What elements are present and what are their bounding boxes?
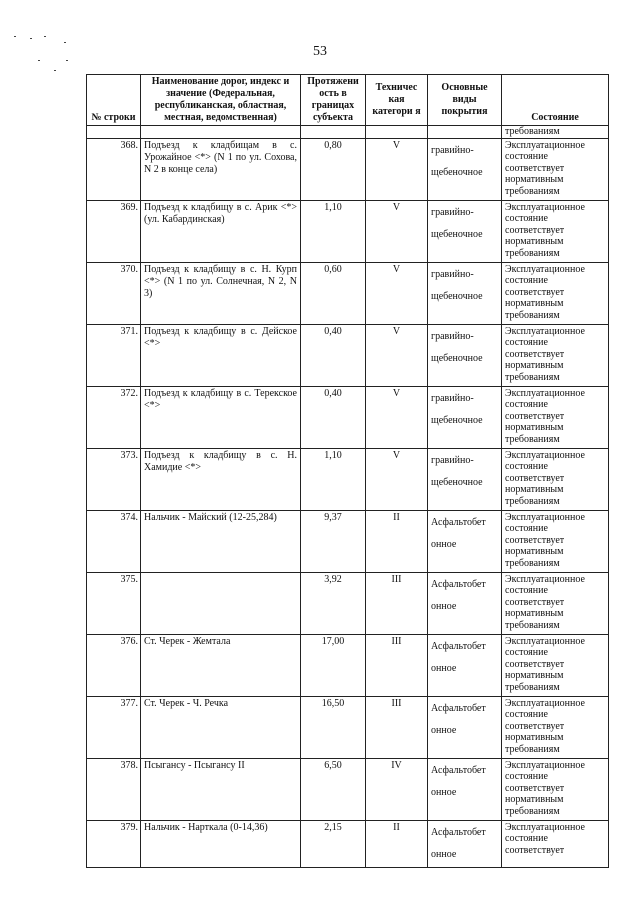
road-category: V xyxy=(366,448,428,510)
row-number: 368. xyxy=(87,138,141,200)
road-state: Эксплуатационное состояние соответствует нормативным требованиям xyxy=(502,324,609,386)
table-row xyxy=(87,820,609,867)
road-name: Подъезд к кладбищу в с. Н. Курп <*> (N 1 по ул. Солнечная, N 2, N 3) xyxy=(141,262,301,324)
header-row-number: № строки xyxy=(87,75,141,126)
road-category: V xyxy=(366,324,428,386)
road-category: V xyxy=(366,200,428,262)
road-length: 2,15 xyxy=(301,820,366,867)
road-length: 0,40 xyxy=(301,324,366,386)
header-road-name: Наименование дорог, индекс и значение (Федеральная, республиканская, областная, местная, ведомственная) xyxy=(141,75,301,126)
road-coverage: гравийно-щебеночное xyxy=(428,200,502,262)
road-length: 17,00 xyxy=(301,634,366,696)
table-row xyxy=(87,200,609,262)
road-length: 0,80 xyxy=(301,138,366,200)
road-coverage: Асфальтобет онное xyxy=(428,820,502,867)
road-state: Эксплуатационное состояние соответствует нормативным требованиям xyxy=(502,262,609,324)
continuation-row xyxy=(87,126,609,139)
road-coverage: Асфальтобет онное xyxy=(428,696,502,758)
road-name: Нальчик - Нарткала (0-14,36) xyxy=(141,820,301,867)
road-coverage: гравийно-щебеночное xyxy=(428,262,502,324)
road-coverage: гравийно-щебеночное xyxy=(428,386,502,448)
road-length: 9,37 xyxy=(301,510,366,572)
row-number: 377. xyxy=(87,696,141,758)
header-coverage: Основные виды покрытия xyxy=(428,75,502,126)
continuation-state: требованиям xyxy=(502,126,609,139)
table-row xyxy=(87,572,609,634)
road-category: III xyxy=(366,634,428,696)
road-length: 6,50 xyxy=(301,758,366,820)
row-number: 374. xyxy=(87,510,141,572)
table-row xyxy=(87,634,609,696)
row-number: 376. xyxy=(87,634,141,696)
road-category: III xyxy=(366,696,428,758)
row-number: 373. xyxy=(87,448,141,510)
road-name: Подъезд к кладбищу в с. Терекское <*> xyxy=(141,386,301,448)
road-name: Псыгансу - Псыгансу II xyxy=(141,758,301,820)
road-category: V xyxy=(366,138,428,200)
road-state: Эксплуатационное состояние соответствует нормативным требованиям xyxy=(502,758,609,820)
road-state: Эксплуатационное состояние соответствует нормативным требованиям xyxy=(502,138,609,200)
table-row xyxy=(87,324,609,386)
road-coverage: гравийно-щебеночное xyxy=(428,138,502,200)
road-coverage: Асфальтобет онное xyxy=(428,758,502,820)
row-number: 378. xyxy=(87,758,141,820)
road-category: III xyxy=(366,572,428,634)
table-row xyxy=(87,262,609,324)
road-length: 3,92 xyxy=(301,572,366,634)
road-coverage: гравийно-щебеночное xyxy=(428,448,502,510)
road-state: Эксплуатационное состояние соответствует нормативным требованиям xyxy=(502,200,609,262)
road-name: Подъезд к кладбищу в с. Арик <*> (ул. Кабардинская) xyxy=(141,200,301,262)
header-category: Техничес кая категори я xyxy=(366,75,428,126)
table-row xyxy=(87,510,609,572)
road-category: V xyxy=(366,386,428,448)
road-state: Эксплуатационное состояние соответствует нормативным требованиям xyxy=(502,572,609,634)
road-length: 0,40 xyxy=(301,386,366,448)
roads-table xyxy=(86,74,609,868)
table-row xyxy=(87,386,609,448)
road-category: IV xyxy=(366,758,428,820)
road-name: Подъезд к кладбищам в с. Урожайное <*> (N 1 по ул. Сохова, N 2 в конце села) xyxy=(141,138,301,200)
road-name xyxy=(141,572,301,634)
road-state: Эксплуатационное состояние соответствует нормативным требованиям xyxy=(502,448,609,510)
road-state: Эксплуатационное состояние соответствует нормативным требованиям xyxy=(502,634,609,696)
page-number: 53 xyxy=(313,44,327,59)
road-name: Подъезд к кладбищу в с. Н. Хамидие <*> xyxy=(141,448,301,510)
road-length: 0,60 xyxy=(301,262,366,324)
road-coverage: гравийно-щебеночное xyxy=(428,324,502,386)
road-coverage: Асфальтобет онное xyxy=(428,634,502,696)
road-category: II xyxy=(366,820,428,867)
row-number: 375. xyxy=(87,572,141,634)
road-category: V xyxy=(366,262,428,324)
header-length: Протяжени ость в границах субъекта xyxy=(301,75,366,126)
road-name: Ст. Черек - Жемтала xyxy=(141,634,301,696)
road-state: Эксплуатационное состояние соответствует нормативным требованиям xyxy=(502,510,609,572)
road-coverage: Асфальтобет онное xyxy=(428,572,502,634)
road-length: 1,10 xyxy=(301,448,366,510)
road-state: Эксплуатационное состояние соответствует нормативным требованиям xyxy=(502,696,609,758)
road-name: Нальчик - Майский (12-25,284) xyxy=(141,510,301,572)
table-row xyxy=(87,448,609,510)
table-row xyxy=(87,138,609,200)
row-number: 371. xyxy=(87,324,141,386)
road-state: Эксплуатационное состояние соответствует xyxy=(502,820,609,867)
header-state: Состояние xyxy=(502,75,609,126)
table-row xyxy=(87,758,609,820)
road-length: 1,10 xyxy=(301,200,366,262)
row-number: 369. xyxy=(87,200,141,262)
row-number: 379. xyxy=(87,820,141,867)
road-state: Эксплуатационное состояние соответствует нормативным требованиям xyxy=(502,386,609,448)
road-coverage: Асфальтобет онное xyxy=(428,510,502,572)
row-number: 370. xyxy=(87,262,141,324)
table-header-row xyxy=(87,75,609,126)
row-number: 372. xyxy=(87,386,141,448)
road-name: Подъезд к кладбищу в с. Дейское <*> xyxy=(141,324,301,386)
table-row xyxy=(87,696,609,758)
road-length: 16,50 xyxy=(301,696,366,758)
road-name: Ст. Черек - Ч. Речка xyxy=(141,696,301,758)
road-category: II xyxy=(366,510,428,572)
